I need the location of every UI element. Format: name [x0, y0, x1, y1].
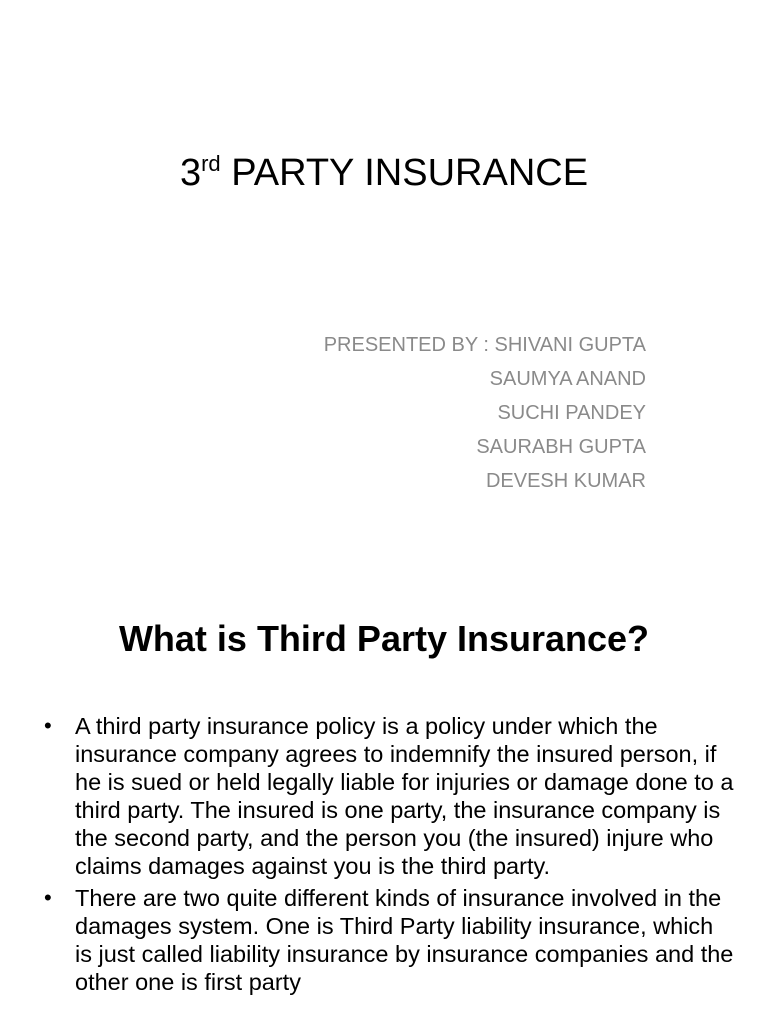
- slide-heading: What is Third Party Insurance?: [118, 618, 650, 659]
- list-item: [44, 884, 734, 996]
- presenter-line: SAURABH GUPTA: [476, 436, 646, 458]
- page-title: [0, 148, 768, 198]
- title-main: PARTY INSURANCE: [220, 152, 589, 194]
- bullet-text: There are two quite different kinds of insurance involved in the damages system. One is Third Party liability insurance, which is just called liability insurance by insurance companies and the other one is first party: [75, 885, 734, 995]
- presenter-line: PRESENTED BY : SHIVANI GUPTA: [323, 334, 646, 356]
- slide-divider: [0, 576, 768, 588]
- title-superscript: rd: [201, 151, 221, 176]
- presenters-list: [324, 328, 646, 498]
- list-item: [44, 712, 734, 880]
- title-prefix: 3: [179, 152, 202, 194]
- presenter-line: DEVESH KUMAR: [485, 470, 646, 492]
- bullet-text: A third party insurance policy is a policy under which the insurance company agrees to indemnify the insured person, if he is sued or held legally liable for injuries or damage done to a third party. The insured is one party, the insurance company is the second party, and the person you (the insured) injure who claims damages against you is the third party.: [75, 713, 734, 879]
- bullet-icon: •: [44, 713, 52, 738]
- presenter-line: SUCHI PANDEY: [497, 402, 646, 424]
- presenter-line: SAUMYA ANAND: [489, 368, 646, 390]
- bullet-list: [44, 712, 734, 1000]
- slide-definition: [0, 588, 768, 1024]
- bullet-icon: •: [44, 885, 52, 910]
